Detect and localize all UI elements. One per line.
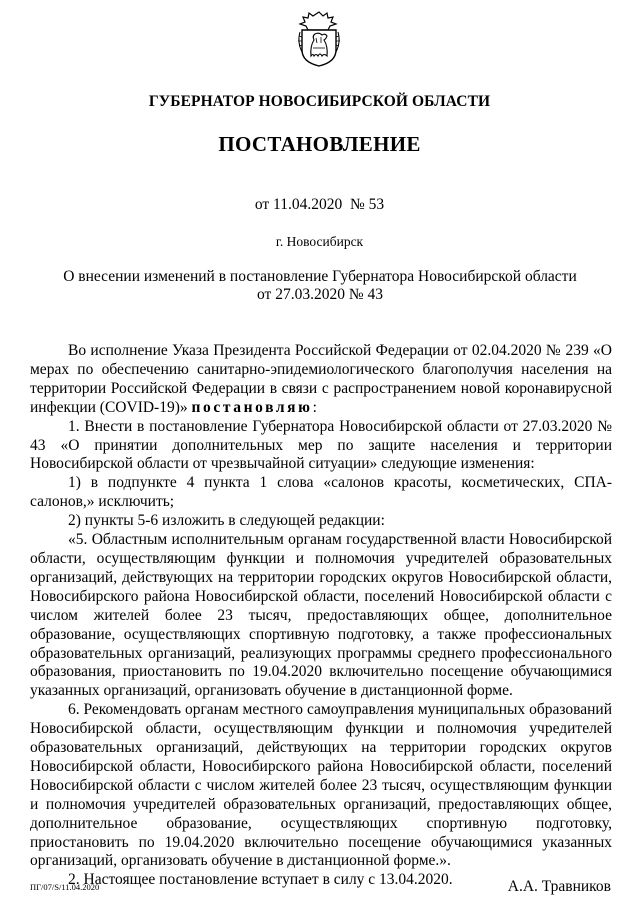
paragraph-1-2: 2) пункты 5-6 изложить в следующей редакции: bbox=[68, 512, 385, 530]
date-number-line: от 11.04.2020 № 53 bbox=[254, 196, 385, 213]
coat-of-arms-icon bbox=[296, 10, 342, 68]
subject-line: О внесении изменений в постановление Губернатора Новосибирской области bbox=[63, 268, 577, 285]
decree-word: постановляю bbox=[191, 398, 313, 416]
document-subject bbox=[40, 268, 600, 304]
document-type: ПОСТАНОВЛЕНИЕ bbox=[218, 132, 421, 156]
paragraph-1: 1. Внести в постановление Губернатора Новосибирской области от 27.03.2020 № 43 «О принятии дополнительных мер по защите населения и территории Новосибирской области от чрезвычайной ситуации» следующие изменения: bbox=[30, 417, 612, 473]
subject-line: от 27.03.2020 № 43 bbox=[257, 286, 383, 303]
paragraph-5: «5. Областным исполнительным органам государственной власти Новосибирской области, осуществляющим функции и полномочия учредителей образовательных организаций, действующих на территории городских округов Новосибирской области, Новосибирского района Новосибирской области, поселений Новосибирской области с числом жителей более 23 тысяч, предоставляющих общее, дополнительное образование, осуществляющих спортивную подготовку, а также профессиональных образовательных организаций, реализующих программы среднего профессионального образования, приостановить по 19.04.2020 включительно посещение обучающимися указанных организаций, организовать обучение в дистанционной форме. bbox=[30, 531, 612, 700]
city-line: г. Новосибирск bbox=[275, 234, 364, 249]
intro-end: : bbox=[312, 398, 317, 416]
paragraph-2: 2. Настоящее постановление вступает в силу с 13.04.2020. bbox=[68, 871, 453, 889]
document-code: ПГ/07/S/11.04.2020 bbox=[30, 882, 100, 892]
intro-text: Во исполнение Указа Президента Российской Федерации от 02.04.2020 № 239 «О мерах по обеспечению санитарно-эпидемиологического благополучия населения на территории Российской Федерации в связи с распространением новой коронавирусной инфекции (COVID-19)» bbox=[30, 342, 612, 416]
paragraph-6: 6. Рекомендовать органам местного самоуправления муниципальных образований Новосибирской области, осуществляющим функции и полномочия учредителей образовательных организаций, действующих на территории городских округов Новосибирской области, Новосибирского района Новосибирской области, поселений Новосибирской области с числом жителей более 23 тысяч, осуществляющим функции и полномочия учредителей образовательных организаций, предоставляющих общее, дополнительное образование, осуществляющих спортивную подготовку, приостановить по 19.04.2020 включительно посещение обучающимися указанных организаций, организовать обучение в дистанционной форме.». bbox=[30, 701, 612, 870]
org-title: ГУБЕРНАТОР НОВОСИБИРСКОЙ ОБЛАСТИ bbox=[148, 93, 491, 110]
document-body bbox=[30, 342, 612, 890]
signatory-name: А.А. Травников bbox=[507, 878, 611, 895]
intro-paragraph bbox=[30, 342, 612, 418]
paragraph-1-1: 1) в подпункте 4 пункта 1 слова «салонов красоты, косметических, СПА-салонов,» исключить; bbox=[30, 474, 612, 511]
